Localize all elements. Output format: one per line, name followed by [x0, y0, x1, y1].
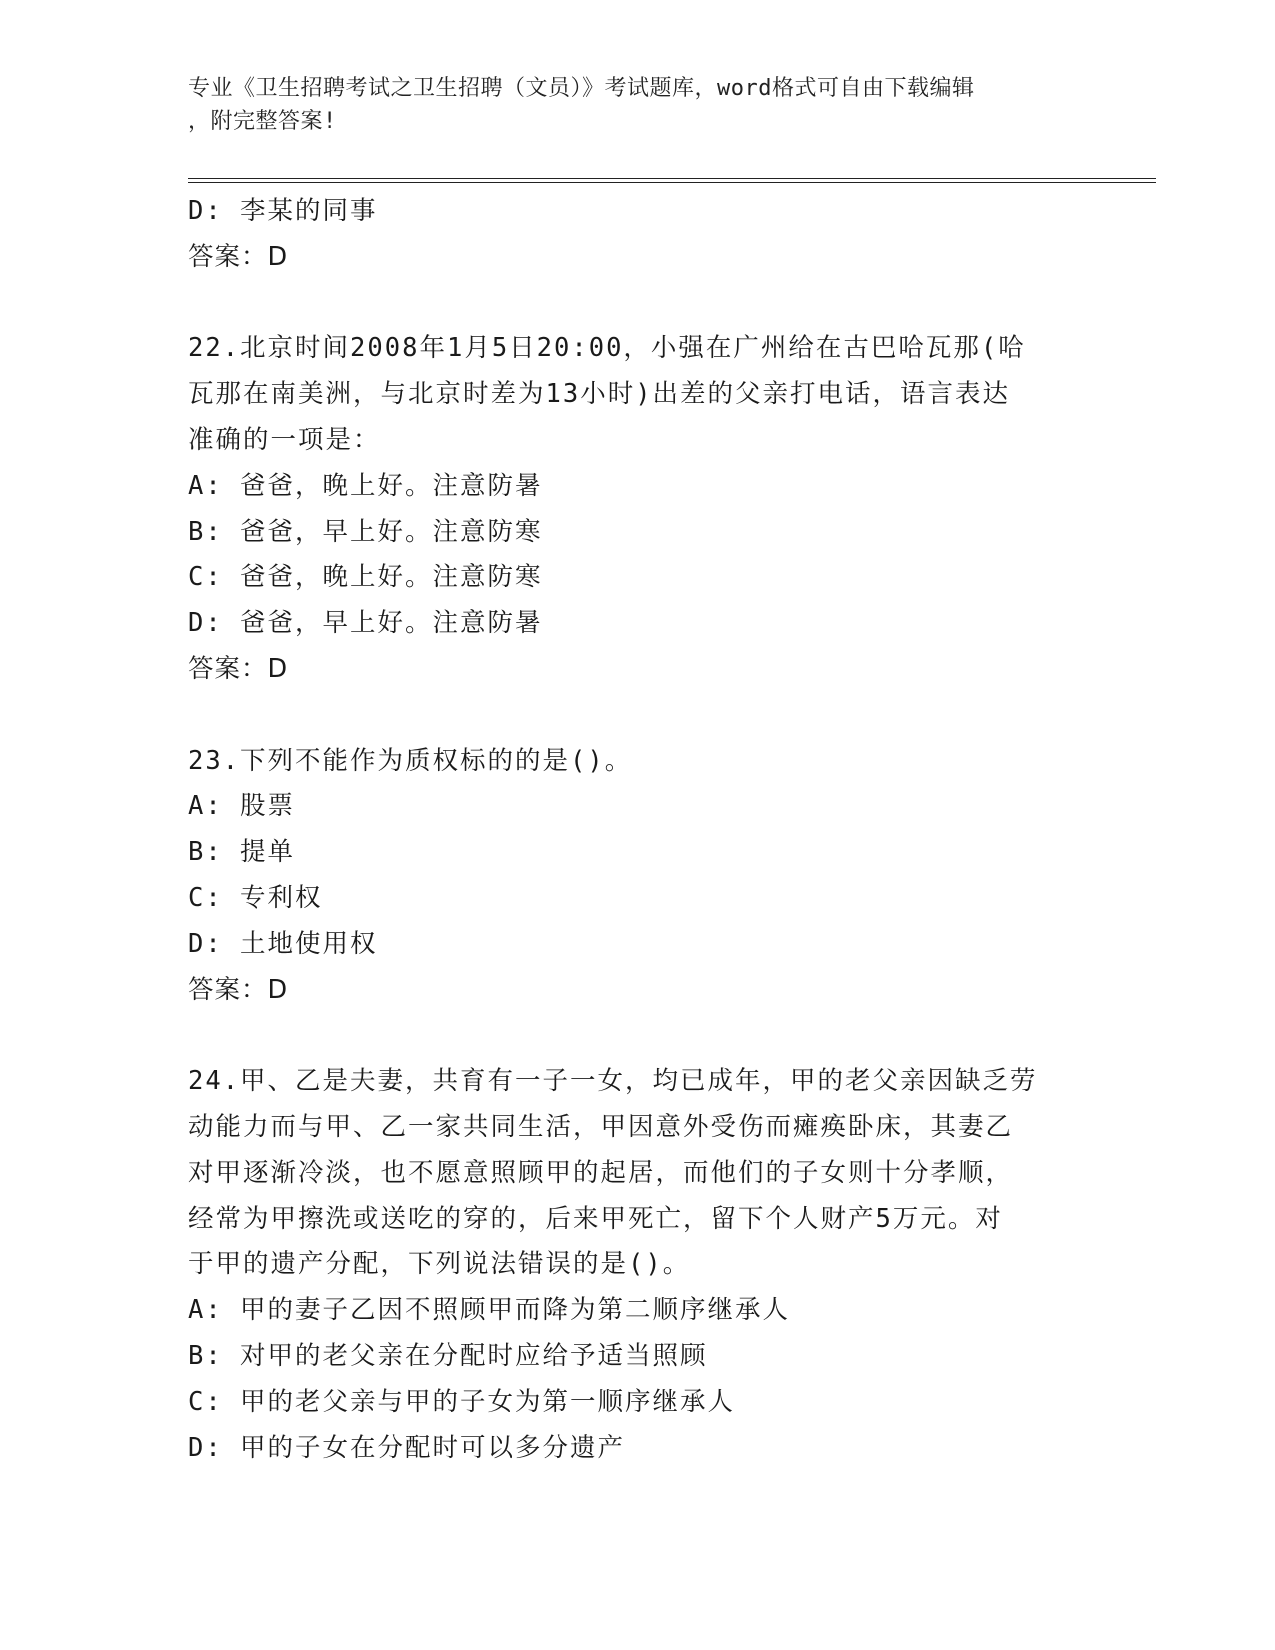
question-text-line: 动能力而与甲、乙一家共同生活，甲因意外受伤而瘫痪卧床，其妻乙 — [188, 1111, 1014, 1142]
question-24 — [188, 1059, 1088, 1471]
question-list — [188, 189, 1088, 1471]
option-c: C: 专利权 — [188, 882, 323, 913]
option-d: D: 李某的同事 — [188, 196, 378, 226]
question-text-line: 经常为甲擦洗或送吃的穿的，后来甲死亡，留下个人财产5万元。对 — [188, 1203, 1003, 1234]
question-22 — [188, 326, 1088, 692]
option-c: C: 甲的老父亲与甲的子女为第一顺序继承人 — [188, 1386, 736, 1417]
option-a: A: 股票 — [188, 791, 296, 822]
option-c: C: 爸爸，晚上好。注意防寒 — [188, 562, 543, 593]
answer-line: 答案：D — [188, 974, 289, 1005]
option-d: D: 甲的子女在分配时可以多分遗产 — [188, 1432, 626, 1463]
spacer — [188, 693, 1088, 739]
header-line-2: ，附完整答案! — [188, 109, 337, 134]
header-divider-top — [188, 178, 1156, 179]
option-d: D: 土地使用权 — [188, 928, 378, 959]
option-b: B: 提单 — [188, 837, 296, 868]
spacer — [188, 1013, 1088, 1059]
question-text-line: 于甲的遗产分配，下列说法错误的是()。 — [188, 1249, 691, 1280]
question-23 — [188, 739, 1088, 1014]
question-text-line: 准确的一项是： — [188, 424, 381, 455]
header-line-1: 专业《卫生招聘考试之卫生招聘（文员）》考试题库，word格式可自由下载编辑 — [188, 76, 975, 101]
question-text-line: 23.下列不能作为质权标的的是()。 — [188, 745, 633, 776]
spacer — [188, 281, 1088, 327]
option-a: A: 爸爸，晚上好。注意防暑 — [188, 470, 543, 501]
option-b: B: 爸爸，早上好。注意防寒 — [188, 516, 543, 547]
option-a: A: 甲的妻子乙因不照顾甲而降为第二顺序继承人 — [188, 1295, 791, 1326]
header-divider-bottom — [188, 182, 1156, 183]
question-text-line: 22.北京时间2008年1月5日20:00，小强在广州给在古巴哈瓦那(哈 — [188, 333, 1026, 364]
question-text-line: 对甲逐渐冷淡，也不愿意照顾甲的起居，而他们的子女则十分孝顺， — [188, 1157, 1014, 1188]
answer-line: 答案：D — [188, 653, 289, 684]
question-text-line: 瓦那在南美洲，与北京时差为13小时)出差的父亲打电话，语言表达 — [188, 379, 1011, 410]
answer-line: 答案：D — [188, 241, 289, 272]
option-b: B: 对甲的老父亲在分配时应给予适当照顾 — [188, 1340, 708, 1371]
question-text-line: 24.甲、乙是夫妻，共育有一子一女，均已成年，甲的老父亲因缺乏劳 — [188, 1066, 1038, 1097]
option-d: D: 爸爸，早上好。注意防暑 — [188, 608, 543, 639]
previous-question-tail — [188, 189, 1088, 281]
document-header — [188, 72, 1068, 138]
